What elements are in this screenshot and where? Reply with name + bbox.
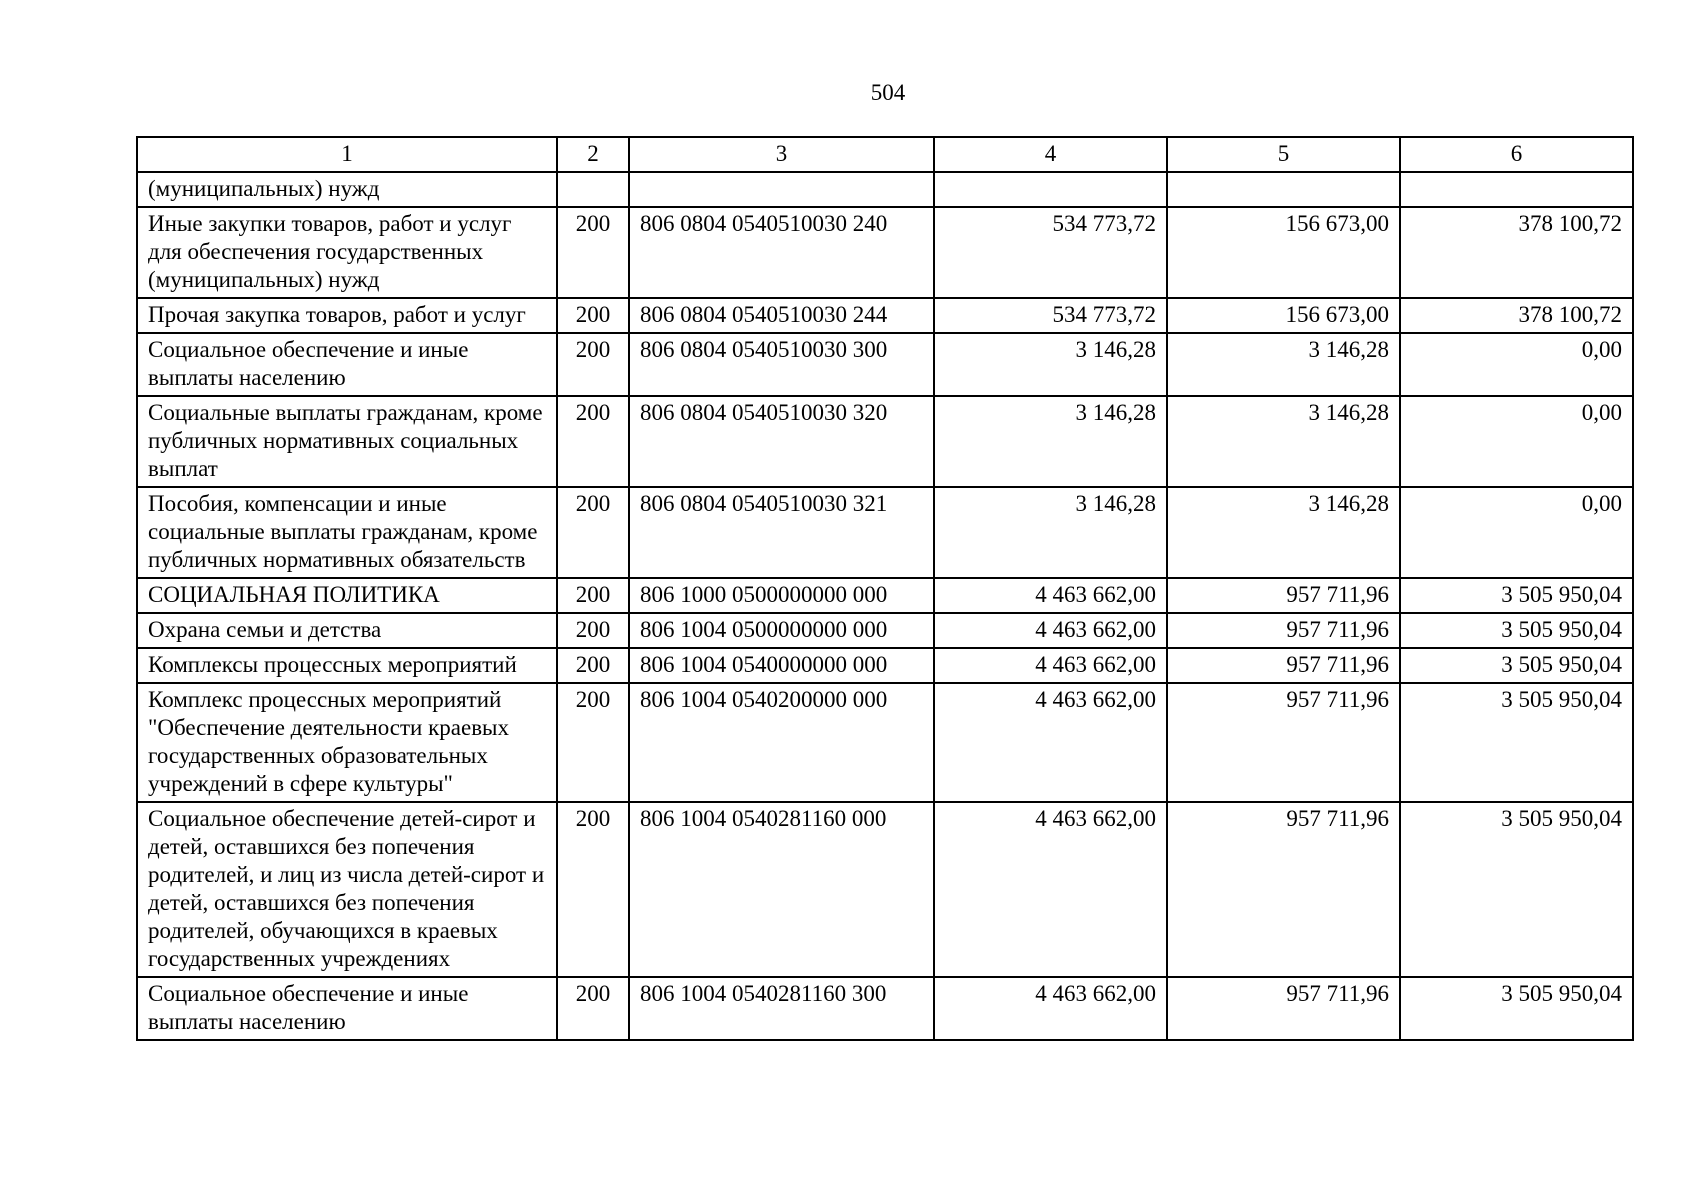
row-kbk: 806 1004 0540200000 000 — [629, 683, 934, 802]
row-value-5: 957 711,96 — [1167, 578, 1400, 613]
row-code: 200 — [557, 487, 629, 578]
row-code: 200 — [557, 207, 629, 298]
row-code: 200 — [557, 578, 629, 613]
row-kbk: 806 1004 0500000000 000 — [629, 613, 934, 648]
table-row — [137, 172, 1633, 207]
page-number: 504 — [870, 80, 906, 105]
row-name: Социальное обеспечение и иные выплаты населению — [137, 977, 557, 1040]
row-kbk: 806 1004 0540281160 300 — [629, 977, 934, 1040]
row-code: 200 — [557, 802, 629, 977]
row-value-4: 534 773,72 — [934, 207, 1167, 298]
table-row — [137, 648, 1633, 683]
row-value-6: 378 100,72 — [1400, 207, 1633, 298]
row-value-6: 3 505 950,04 — [1400, 802, 1633, 977]
row-value-4: 4 463 662,00 — [934, 613, 1167, 648]
row-name: Иные закупки товаров, работ и услуг для обеспечения государственных (муниципальных) нужд — [137, 207, 557, 298]
table-row — [137, 333, 1633, 396]
row-kbk: 806 1004 0540281160 000 — [629, 802, 934, 977]
row-value-6: 0,00 — [1400, 333, 1633, 396]
row-name: Охрана семьи и детства — [137, 613, 557, 648]
row-value-4: 4 463 662,00 — [934, 683, 1167, 802]
row-kbk: 806 1004 0540000000 000 — [629, 648, 934, 683]
row-name: СОЦИАЛЬНАЯ ПОЛИТИКА — [137, 578, 557, 613]
row-value-6: 3 505 950,04 — [1400, 613, 1633, 648]
row-code: 200 — [557, 298, 629, 333]
row-value-6: 0,00 — [1400, 396, 1633, 487]
row-value-5: 3 146,28 — [1167, 396, 1400, 487]
column-header-6: 6 — [1400, 137, 1633, 172]
table-row — [137, 487, 1633, 578]
row-value-4: 4 463 662,00 — [934, 648, 1167, 683]
row-code: 200 — [557, 683, 629, 802]
row-kbk: 806 0804 0540510030 300 — [629, 333, 934, 396]
table-row — [137, 298, 1633, 333]
table-row — [137, 578, 1633, 613]
row-value-6: 3 505 950,04 — [1400, 648, 1633, 683]
table-row — [137, 977, 1633, 1040]
budget-table — [136, 136, 1634, 1041]
row-value-4: 3 146,28 — [934, 396, 1167, 487]
row-value-5: 156 673,00 — [1167, 298, 1400, 333]
row-value-6: 3 505 950,04 — [1400, 578, 1633, 613]
row-value-6 — [1400, 172, 1633, 207]
table-row — [137, 207, 1633, 298]
row-code: 200 — [557, 333, 629, 396]
column-header-4: 4 — [934, 137, 1167, 172]
row-value-5 — [1167, 172, 1400, 207]
row-name: Социальное обеспечение детей-сирот и детей, оставшихся без попечения родителей, и лиц из числа детей-сирот и детей, оставшихся без попечения родителей, обучающихся в краевых государственных учреждениях — [137, 802, 557, 977]
row-value-5: 957 711,96 — [1167, 648, 1400, 683]
row-value-5: 957 711,96 — [1167, 683, 1400, 802]
row-value-5: 957 711,96 — [1167, 802, 1400, 977]
row-name: Прочая закупка товаров, работ и услуг — [137, 298, 557, 333]
table-row — [137, 613, 1633, 648]
column-number-row — [137, 137, 1633, 172]
row-code: 200 — [557, 648, 629, 683]
row-kbk: 806 0804 0540510030 320 — [629, 396, 934, 487]
row-name: Социальное обеспечение и иные выплаты населению — [137, 333, 557, 396]
row-value-5: 957 711,96 — [1167, 613, 1400, 648]
row-value-4: 4 463 662,00 — [934, 578, 1167, 613]
row-value-6: 3 505 950,04 — [1400, 977, 1633, 1040]
row-value-4: 3 146,28 — [934, 333, 1167, 396]
row-value-5: 3 146,28 — [1167, 487, 1400, 578]
table-row — [137, 396, 1633, 487]
row-value-5: 156 673,00 — [1167, 207, 1400, 298]
row-value-6: 3 505 950,04 — [1400, 683, 1633, 802]
column-header-5: 5 — [1167, 137, 1400, 172]
row-code: 200 — [557, 613, 629, 648]
row-value-4: 4 463 662,00 — [934, 977, 1167, 1040]
row-name: Социальные выплаты гражданам, кроме публичных нормативных социальных выплат — [137, 396, 557, 487]
row-value-4 — [934, 172, 1167, 207]
row-name: (муниципальных) нужд — [137, 172, 557, 207]
row-value-5: 3 146,28 — [1167, 333, 1400, 396]
row-kbk: 806 0804 0540510030 240 — [629, 207, 934, 298]
row-code: 200 — [557, 396, 629, 487]
row-value-4: 534 773,72 — [934, 298, 1167, 333]
row-name: Пособия, компенсации и иные социальные выплаты гражданам, кроме публичных нормативных обязательств — [137, 487, 557, 578]
row-value-6: 0,00 — [1400, 487, 1633, 578]
row-kbk: 806 1000 0500000000 000 — [629, 578, 934, 613]
row-value-4: 4 463 662,00 — [934, 802, 1167, 977]
column-header-2: 2 — [557, 137, 629, 172]
row-name: Комплексы процессных мероприятий — [137, 648, 557, 683]
row-kbk: 806 0804 0540510030 244 — [629, 298, 934, 333]
row-code: 200 — [557, 977, 629, 1040]
column-header-1: 1 — [137, 137, 557, 172]
table-row — [137, 802, 1633, 977]
row-value-6: 378 100,72 — [1400, 298, 1633, 333]
row-kbk — [629, 172, 934, 207]
row-value-4: 3 146,28 — [934, 487, 1167, 578]
column-header-3: 3 — [629, 137, 934, 172]
table-row — [137, 683, 1633, 802]
row-name: Комплекс процессных мероприятий "Обеспечение деятельности краевых государственных образовательных учреждений в сфере культуры" — [137, 683, 557, 802]
row-code — [557, 172, 629, 207]
row-value-5: 957 711,96 — [1167, 977, 1400, 1040]
row-kbk: 806 0804 0540510030 321 — [629, 487, 934, 578]
